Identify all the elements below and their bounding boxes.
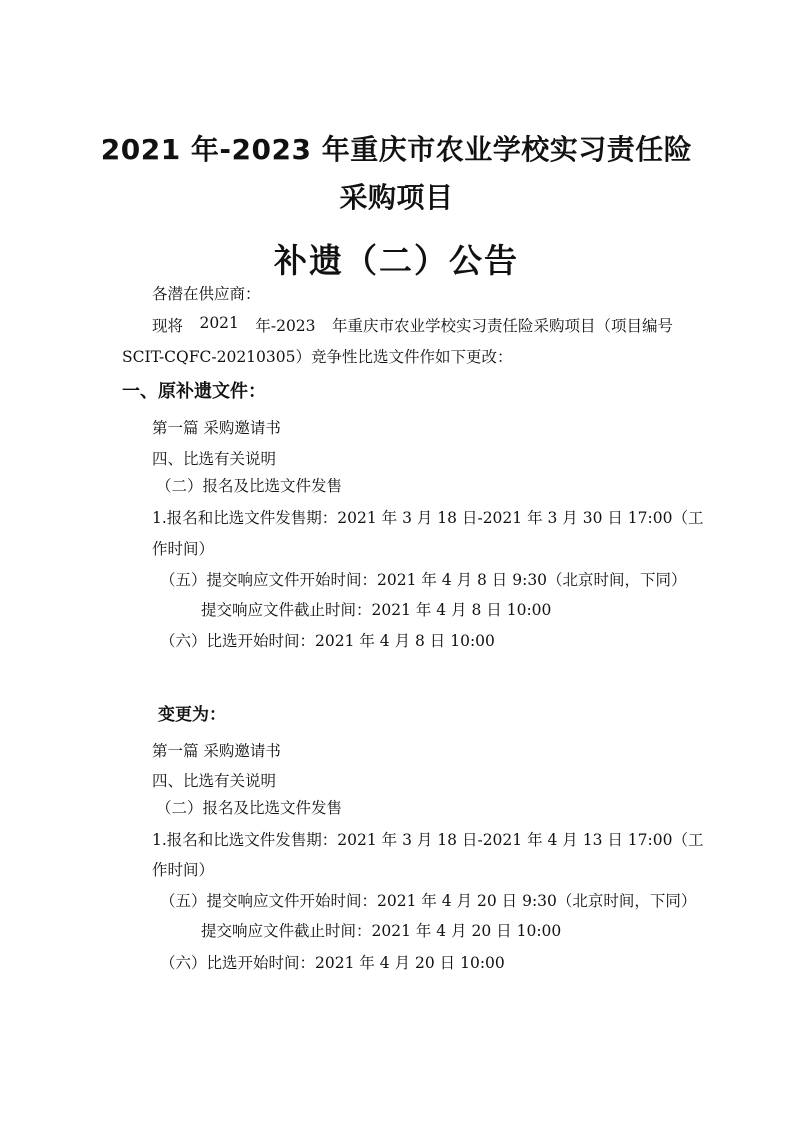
intro-year-start: 2021 bbox=[199, 314, 239, 332]
original-heading: 一、原补遗文件： bbox=[122, 381, 266, 402]
intro-year-end: 年-2023 bbox=[255, 317, 316, 335]
original-open-time: （六）比选开始时间：2021 年 4 月 8 日 10:00 bbox=[160, 632, 495, 650]
greeting: 各潜在供应商： bbox=[152, 285, 261, 303]
document-title-line2: 采购项目 bbox=[339, 181, 454, 214]
original-submit-start: （五）提交响应文件开始时间：2021 年 4 月 8 日 9:30（北京时间，下同） bbox=[160, 571, 687, 589]
intro-line2: SCIT-CQFC-20210305）竞争性比选文件作如下更改： bbox=[122, 348, 513, 366]
changed-chapter: 第一篇 采购邀请书 bbox=[152, 742, 281, 760]
changed-sale-period-line2: 作时间） bbox=[152, 861, 215, 879]
original-chapter: 第一篇 采购邀请书 bbox=[152, 419, 281, 437]
changed-heading: 变更为： bbox=[158, 705, 226, 725]
intro-project-name: 年重庆市农业学校实习责任险采购项目（项目编号 bbox=[331, 317, 673, 335]
notice-subtitle: 补遗（二）公告 bbox=[274, 241, 519, 280]
intro-word: 现将 bbox=[152, 317, 184, 335]
original-section: 四、比选有关说明 bbox=[152, 450, 277, 468]
changed-submit-start: （五）提交响应文件开始时间：2021 年 4 月 20 日 9:30（北京时间，下同） bbox=[160, 892, 697, 910]
changed-open-time: （六）比选开始时间：2021 年 4 月 20 日 10:00 bbox=[160, 954, 505, 972]
original-sale-period-line2: 作时间） bbox=[152, 540, 215, 558]
changed-submit-deadline: 提交响应文件截止时间：2021 年 4 月 20 日 10:00 bbox=[201, 922, 562, 940]
changed-sub2: （二）报名及比选文件发售 bbox=[156, 799, 343, 817]
changed-sale-period-line1: 1.报名和比选文件发售期：2021 年 3 月 18 日-2021 年 4 月 13 日 17:00（工 bbox=[152, 831, 704, 849]
original-sale-period-line1: 1.报名和比选文件发售期：2021 年 3 月 18 日-2021 年 3 月 30 日 17:00（工 bbox=[152, 509, 704, 527]
intro-line1 bbox=[152, 314, 673, 336]
original-sub2: （二）报名及比选文件发售 bbox=[156, 477, 343, 495]
changed-section: 四、比选有关说明 bbox=[152, 772, 277, 790]
document-title-line1: 2021 年-2023 年重庆市农业学校实习责任险 bbox=[100, 133, 693, 166]
original-submit-deadline: 提交响应文件截止时间：2021 年 4 月 8 日 10:00 bbox=[201, 601, 552, 619]
